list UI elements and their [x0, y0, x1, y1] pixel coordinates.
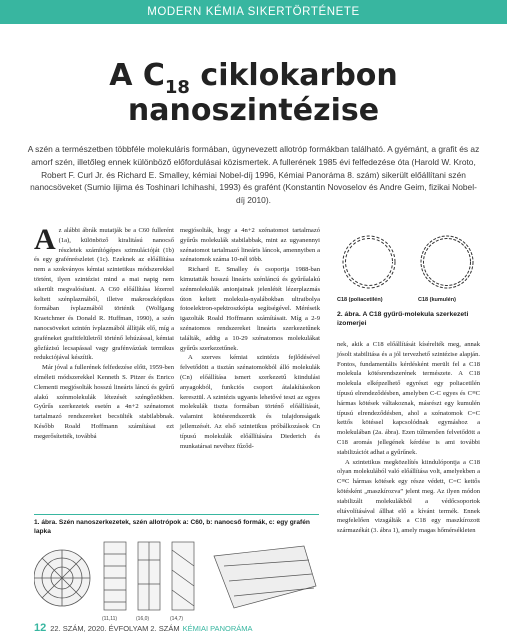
fig1-label: (14,7): [170, 616, 184, 622]
fig2-caption: 2. ábra. A C18 gyűrű-molekula szerkezeti izomerjei: [337, 311, 469, 327]
c60-fullerene-image: [34, 550, 90, 606]
magazine-name: KÉMIAI PANORÁMA: [182, 624, 253, 633]
title-subscript: 18: [164, 77, 190, 98]
carbon-nanostructures-figure: [34, 536, 319, 616]
fig1-label: (11,11): [102, 616, 118, 622]
fig1-caption-text: Szén nanoszerkezetek, szén allotrópok a: C60, b: nanocső formák, c: egy grafén lapka: [34, 519, 310, 535]
body-paragraph: A szerves kémiai szintézis fejlődésével felvetődött a tisztán szénatomokból álló molekulák (Cn) előállítása ismert szerkezetű kiindulási anyagokból, funkciós csoport átalakításokon keresztül. A szintézis ugyanis lehetővé teszi az egyes molekulák tiszta formában történő előállítását, valamint kötésrendszerük és tulajdonságaik jellemzését. Az első szintetikus próbálkozások Cn típusú molekulák előállítására Diederich és munkatársai nevéhez fűződ-: [180, 354, 320, 450]
page-footer: [34, 622, 252, 634]
article-title-line2: nanoszintézise: [127, 93, 380, 128]
fig2-label-polyacetylene: C18 (poliacetilén): [337, 297, 383, 303]
text-column-3: [337, 340, 480, 536]
drop-cap: A: [34, 223, 56, 256]
figure-rule: [34, 514, 319, 515]
issue-info: 22. SZÁM, 2020. ÉVFOLYAM 2. SZÁM: [50, 624, 180, 633]
fig1-caption-number: 1. ábra.: [34, 519, 58, 526]
body-paragraph: nek, akik a C18 előállítását kísérelték meg, annak jósolt stabilitása és a jól tervezhető szintézise alapján. Fontos, fundamentális kérdésként merült fel a C18 molekula kötésrendszerének természete. A C18 molekula elképzelhető egyrészt egy poliacetilén típusú elrendeződésben, amelyben C-C egyes és C≡C hármas kötések váltakoznak, másrészt egy kumulén típusú elrendeződésben, ahol a szénatomok C=C kettős kötéssel kapcsolódnak egymáshoz a molekulában (2a. ábra). Ezen túlmenően felvetődött a C18 aromás jellegének kérdése is ami további stabilizációt adhat a gyűrűnek.: [337, 341, 480, 456]
text-column-2: [180, 226, 320, 451]
nanotube-14-7-image: [172, 542, 194, 610]
body-paragraph: z alábbi ábrák mutatják be a C60 fullerént (1a), különböző kiralitású nanocső részletek számítógépes szimulációját (1b) és egy grafénrészletet (1c). Ezeknek az előállítása nem a szokványos kémiai szintetikus módszerekkel történt, ilyen szintézist mind a mai napig nem sikerült megvalósítani. A C60 előállítása lézerrel keltett szénplazmából, illetve makroszkópikus formában ívplazmából történik (Wolfgang Kraetchmer és Donald R. Huffman, 1990), a szén nanocsöveket szintén ívplazmából állítják elő, míg a graféneket grafitfelületről történő lehúzással, kémiai gőzfázisú lecsapással vagy grafénvázúak termikus redukciójával készítik.: [34, 227, 174, 362]
graphene-flake-image: [214, 546, 316, 608]
title-part: ciklokarbon: [189, 58, 398, 93]
body-paragraph: megjósolták, hogy a 4n+2 szénatomot tartalmazó gyűrűs molekulák stabilabbak, mint az ugyanennyi szénatomot tartalmazó lineáris láncok, amennyiben a szénatomok száma 10-nél több.: [180, 227, 320, 264]
polyacetylene-ring: [343, 236, 395, 288]
fig2-label-cumulene: C18 (kumulén): [418, 297, 456, 303]
c18-isomer-figure: [337, 226, 480, 306]
body-paragraph: Richard E. Smalley és csoportja 1988-ban kimutatták hosszú lineáris szénláncú és gyűrűalakú szénmolekulák anionjainak jelenlétét lézerplazmás úton keltett molekula-nyalábokban ultraibolya fotoelektron-spektroszkópia segítségével. Méréseik igazolták Roald Hoffmann számításait. Míg a 2-9 szénatomos rendszereket lineáris szerkezetűnek találták, addig a 10-29 szénatomos molekulákat gyűrűs szerkezetűnek.: [180, 266, 320, 352]
section-header: MODERN KÉMIA SIKERTÖRTÉNETE: [147, 6, 360, 18]
fig1-label: (16,0): [136, 616, 150, 622]
page-number: 12: [34, 622, 47, 634]
body-paragraph: Már jóval a fullerének felfedezése előtt, 1959-ben elméleti módszerekkel Kenneth S. Pitzer és Enrico Clementi megjósolták hosszú lineáris láncú és gyűrű alakú szénmolekulák létezését széngőzökben. Gyűrűs szerkezetek esetén a 4n+2 szénatomot tartalmazó rendszereket becsülték stabilabbnak. Később Roald Hoffmann számításai ezt megerősítették, továbbá: [34, 364, 174, 440]
cumulene-ring: [421, 236, 473, 288]
text-column-1: [34, 223, 174, 442]
intro-paragraph: A szén a természetben többféle molekuláris formában, úgynevezett allotróp formákban található. A gyémánt, a grafit és az amorf szén, illetőleg ennek különböző előfordulásai közismertek. A fullerének 1985 évi felfedezése óta (Harold W. Kroto, Robert F. Curl Jr. és Richard E. Smalley, kémiai Nobel-díj 1996, Kémiai Panoráma 8. szám) sikerült előállítani szén nanocsöveket (Sumio Iijima és Toshinari Ichihashi, 1993) és grafént (Konstantin Novoselov és Andre Geim, fizikai Nobel-díj 2010).: [27, 144, 480, 206]
fig1-caption: [34, 518, 319, 536]
title-part: A C: [109, 58, 165, 93]
nanotube-11-11-image: [104, 542, 126, 610]
body-paragraph: A szintetikus megközelítés kiindulópontja a C18 olyan molekulából való előállítása volt, amelyekben a C≡C hármas kötések egy része védett, C=C kettős kötésként „maszkírozva” jelent meg. Az ilyen módon stabilizált molekulákból a védőcsoportok eltávolításával állhat elő a kívánt termék. Ennek megfelelően vizsgálták a C18 egy maszkírozott származékát (3. ábra 1), amely magas hőmérsékleten: [337, 458, 480, 535]
nanotube-16-0-image: [138, 542, 160, 610]
article-title: [0, 58, 507, 98]
